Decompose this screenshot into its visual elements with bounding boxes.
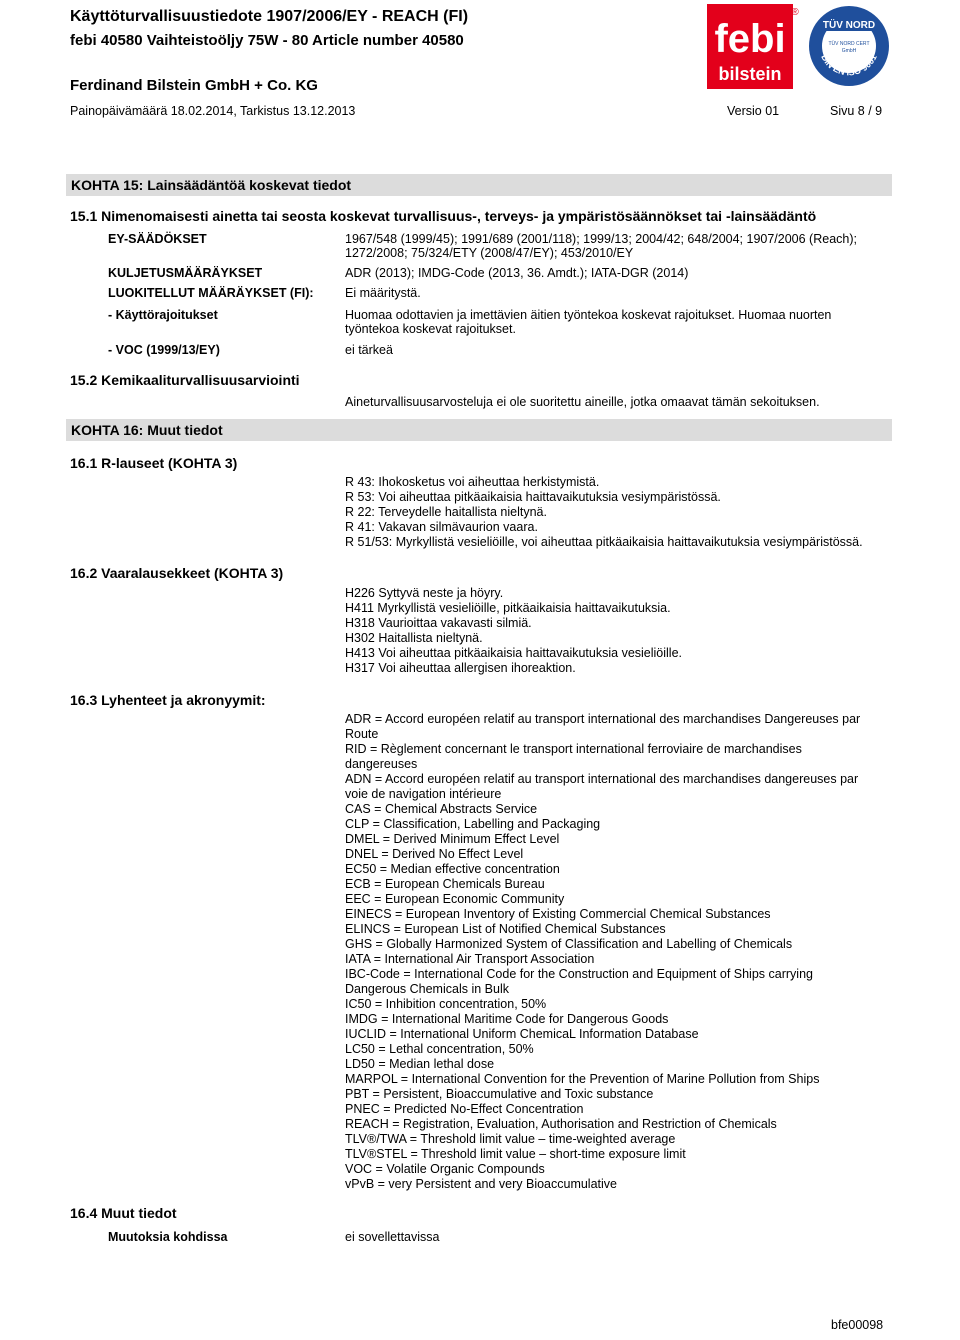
acronym-line: IC50 = Inhibition concentration, 50% <box>345 997 547 1011</box>
voc-label: - VOC (1999/13/EY) <box>108 343 220 357</box>
voc-value: ei tärkeä <box>345 343 393 357</box>
subsection-16-4-title: 16.4 Muut tiedot <box>70 1205 177 1221</box>
footer-code: bfe00098 <box>831 1318 884 1332</box>
acronym-line: DMEL = Derived Minimum Effect Level <box>345 832 560 846</box>
svg-text:TÜV NORD: TÜV NORD <box>822 20 876 31</box>
r-phrase: R 51/53: Myrkyllistä vesieliöille, voi aiheuttaa pitkäaikaisia haittavaikutuksia vesiympäristössä. <box>345 535 863 549</box>
r-phrase: R 53: Voi aiheuttaa pitkäaikaisia haittavaikutuksia vesiympäristössä. <box>345 490 721 504</box>
svg-text:GmbH: GmbH <box>841 48 857 54</box>
r-phrase: R 41: Vakavan silmävaurion vaara. <box>345 520 538 534</box>
acronym-line: EC50 = Median effective concentration <box>345 862 560 876</box>
registered-mark: ® <box>791 7 799 18</box>
acronym-line: IUCLID = International Uniform ChemicaL Information Database <box>345 1027 699 1041</box>
version-label: Versio 01 <box>727 104 780 118</box>
svg-text:DIN EN ISO 9001: DIN EN ISO 9001 <box>819 52 879 78</box>
acronym-line: MARPOL = International Convention for the Prevention of Marine Pollution from Ships <box>345 1072 820 1086</box>
r-phrase: R 22: Terveydelle haitallista nieltynä. <box>345 505 547 519</box>
section-16-heading: KOHTA 16: Muut tiedot <box>66 419 892 441</box>
acronym-line: VOC = Volatile Organic Compounds <box>345 1162 545 1176</box>
acronym-line: PBT = Persistent, Bioaccumulative and Toxic substance <box>345 1087 654 1101</box>
acronym-line: IMDG = International Maritime Code for Dangerous Goods <box>345 1012 669 1026</box>
acronym-line: DNEL = Derived No Effect Level <box>345 847 524 861</box>
acronym-line: CAS = Chemical Abstracts Service <box>345 802 538 816</box>
document-title: Käyttöturvallisuustiedote 1907/2006/EY - REACH (FI) <box>70 8 469 25</box>
acronym-line: IATA = International Air Transport Association <box>345 952 595 966</box>
acronym-line: RID = Règlement concernant le transport international ferroviaire de marchandises <box>345 742 802 756</box>
transport-regulations-value: ADR (2013); IMDG-Code (2013, 36. Amdt.); IATA-DGR (2014) <box>345 266 689 280</box>
acronym-line: PNEC = Predicted No-Effect Concentration <box>345 1102 584 1116</box>
h-phrase: H318 Vaurioittaa vakavasti silmiä. <box>345 616 532 630</box>
h-phrase: H302 Haitallista nieltynä. <box>345 631 483 645</box>
subsection-16-1-title: 16.1 R-lauseet (KOHTA 3) <box>70 455 238 471</box>
acronym-line: TLV®STEL = Threshold limit value – short-time exposure limit <box>345 1147 686 1161</box>
acronym-line: TLV®/TWA = Threshold limit value – time-weighted average <box>345 1132 676 1146</box>
subsection-15-1-title: 15.1 Nimenomaisesti ainetta tai seosta koskevat turvallisuus-, terveys- ja ympäristösäännökset tai -lainsäädäntö <box>70 208 817 224</box>
acronym-line: Dangerous Chemicals in Bulk <box>345 982 509 996</box>
acronym-line: EINECS = European Inventory of Existing Commercial Chemical Substances <box>345 907 771 921</box>
h-phrase: H413 Voi aiheuttaa pitkäaikaisia haittavaikutuksia vesieliöille. <box>345 646 683 660</box>
acronyms-list <box>345 712 860 1192</box>
acronym-line: Route <box>345 727 379 741</box>
ey-regulations-label: EY-SÄÄDÖKSET <box>108 232 207 246</box>
transport-regulations-label: KULJETUSMÄÄRÄYKSET <box>108 266 263 280</box>
ey-regulations-value-2: 1272/2008; 75/324/ETY (2008/47/EY); 453/2010/EY <box>345 246 634 260</box>
print-info: Painopäivämäärä 18.02.2014, Tarkistus 13.12.2013 <box>70 104 356 118</box>
usage-restrictions-label: - Käyttörajoitukset <box>108 308 218 322</box>
subsection-16-2-title: 16.2 Vaaralausekkeet (KOHTA 3) <box>70 565 284 581</box>
product-name: febi 40580 Vaihteistoöljy 75W - 80 Article number 40580 <box>70 32 464 49</box>
acronym-line: dangereuses <box>345 757 418 771</box>
h-phrase: H226 Syttyvä neste ja höyry. <box>345 586 504 600</box>
acronym-line: LC50 = Lethal concentration, 50% <box>345 1042 534 1056</box>
acronym-line: ECB = European Chemicals Bureau <box>345 877 545 891</box>
acronym-line: ADN = Accord européen relatif au transport international des marchandises dangereuses par <box>345 772 859 786</box>
svg-text:TÜV NORD CERT: TÜV NORD CERT <box>828 41 870 47</box>
r-phrase: R 43: Ihokosketus voi aiheuttaa herkistymistä. <box>345 475 600 489</box>
h-phrase: H411 Myrkyllistä vesieliöille, pitkäaikaisia haittavaikutuksia. <box>345 601 671 615</box>
acronym-line: voie de navigation intérieure <box>345 787 502 801</box>
acronym-line: EEC = European Economic Community <box>345 892 565 906</box>
febi-bilstein-logo <box>707 4 799 89</box>
tuv-certification-seal <box>808 5 890 87</box>
company-name: Ferdinand Bilstein GmbH + Co. KG <box>70 77 318 94</box>
acronym-line: LD50 = Median lethal dose <box>345 1057 495 1071</box>
logo-text-top: febi <box>714 17 786 61</box>
usage-restrictions-value-1: Huomaa odottavien ja imettävien äitien työntekoa koskevat rajoitukset. Huomaa nuorten <box>345 308 832 322</box>
acronym-line: CLP = Classification, Labelling and Packaging <box>345 817 601 831</box>
acronym-line: IBC-Code = International Code for the Construction and Equipment of Ships carrying <box>345 967 813 981</box>
section-15-heading: KOHTA 15: Lainsäädäntöä koskevat tiedot <box>66 174 892 196</box>
subsection-15-2-title: 15.2 Kemikaaliturvallisuusarviointi <box>70 372 300 388</box>
acronym-line: GHS = Globally Harmonized System of Classification and Labelling of Chemicals <box>345 937 793 951</box>
logo-text-bottom: bilstein <box>718 64 782 84</box>
ey-regulations-value-1: 1967/548 (1999/45); 1991/689 (2001/118); 1999/13; 2004/42; 648/2004; 1907/2006 (Reach); <box>345 232 857 246</box>
page-number: Sivu 8 / 9 <box>830 104 883 118</box>
changes-label: Muutoksia kohdissa <box>108 1230 228 1244</box>
acronym-line: REACH = Registration, Evaluation, Authorisation and Restriction of Chemicals <box>345 1117 777 1131</box>
chemical-safety-assessment-value: Aineturvallisuusarvosteluja ei ole suoritettu aineille, jotka omaavat tämän sekoituksen. <box>345 395 820 409</box>
h-phrase: H317 Voi aiheuttaa allergisen ihoreaktion. <box>345 661 576 675</box>
usage-restrictions-value-2: työntekoa koskevat rajoitukset. <box>345 322 516 336</box>
changes-value: ei sovellettavissa <box>345 1230 440 1244</box>
acronym-line: vPvB = very Persistent and very Bioaccumulative <box>345 1177 617 1191</box>
h-phrases-list <box>345 586 682 676</box>
r-phrases-list <box>345 475 863 550</box>
acronym-line: ADR = Accord européen relatif au transport international des marchandises Dangereuses par <box>345 712 861 726</box>
acronym-line: ELINCS = European List of Notified Chemical Substances <box>345 922 666 936</box>
subsection-16-3-title: 16.3 Lyhenteet ja akronyymit: <box>70 692 266 708</box>
national-regulations-value: Ei määritystä. <box>345 286 421 300</box>
national-regulations-label: LUOKITELLUT MÄÄRÄYKSET (FI): <box>108 286 314 300</box>
